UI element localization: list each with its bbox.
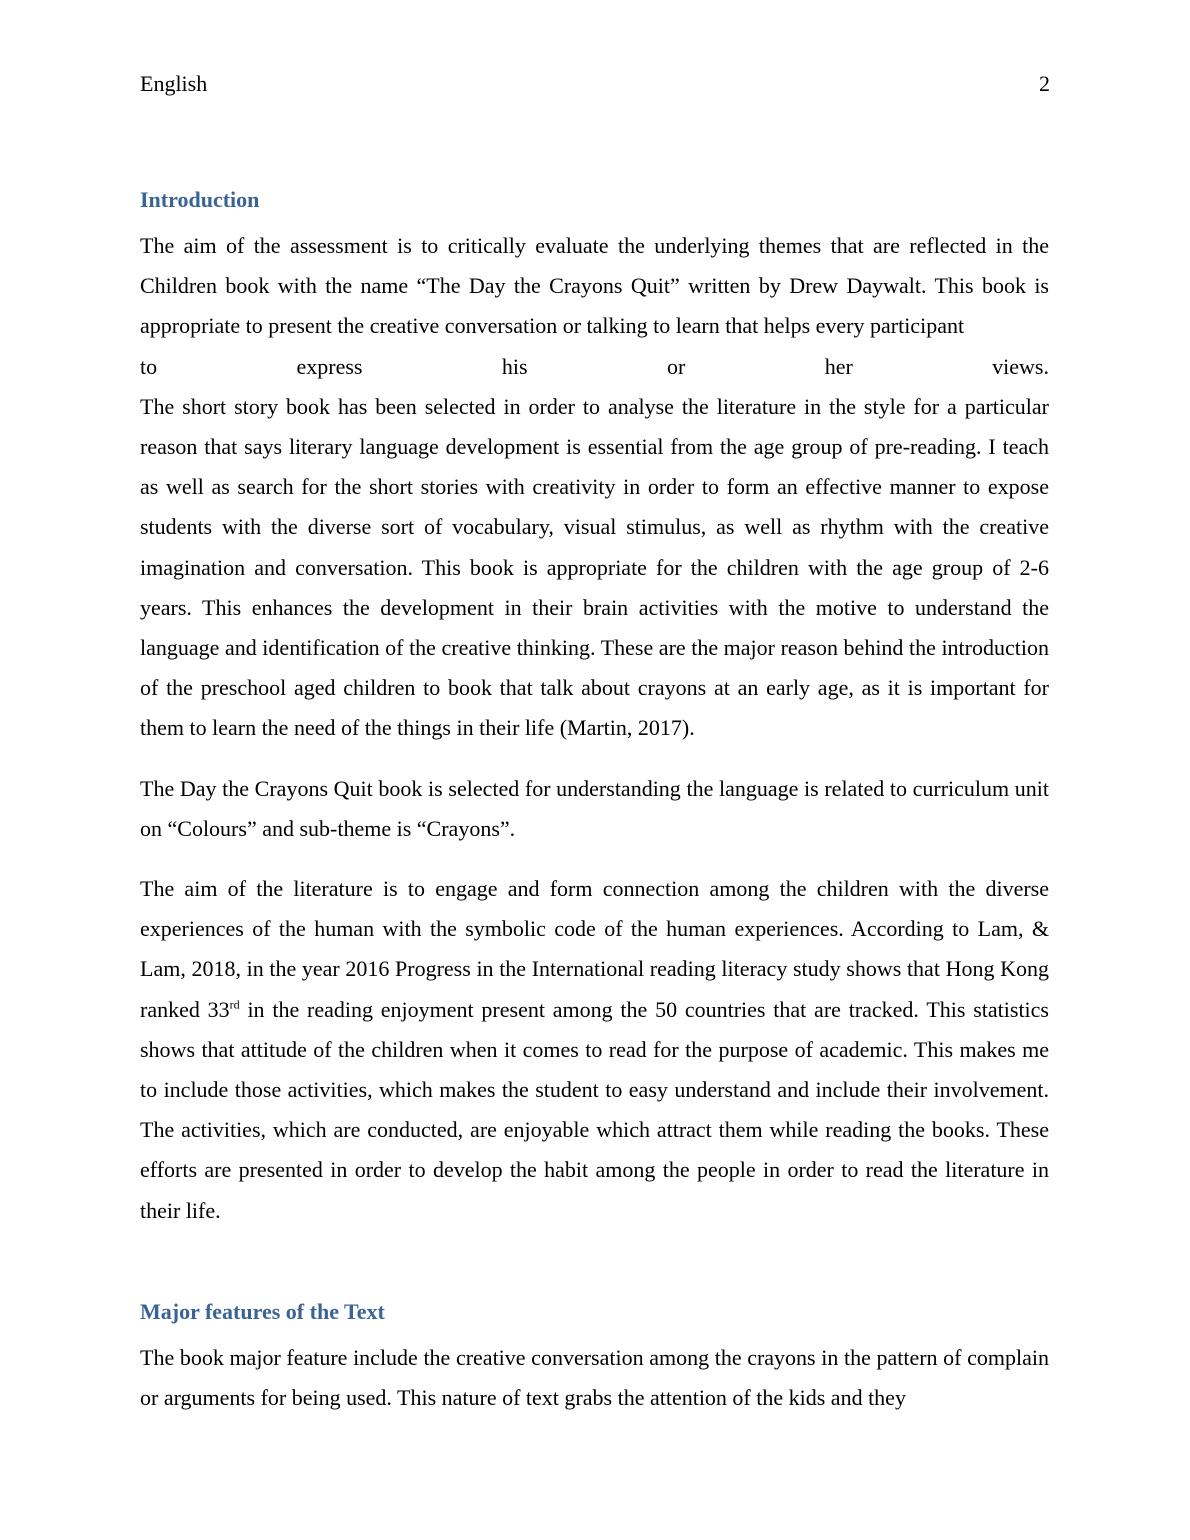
- word: her: [824, 353, 853, 379]
- page-number: 2: [1039, 71, 1050, 96]
- para-text: The aim of the literature is to engage and form connection among the children with the diverse experiences of the human with the symbolic code of the human experiences. According to Lam, & Lam, 2018, in the year 2016 Progress in the International reading literacy study shows that Hong Kong ranked 33: [140, 876, 1049, 1022]
- word: to: [140, 353, 158, 379]
- word: express: [296, 353, 363, 379]
- intro-paragraph-4: [140, 869, 1049, 1231]
- word: views.: [992, 353, 1049, 379]
- word: his: [501, 353, 528, 379]
- running-header-title: English: [140, 71, 208, 96]
- document-body: [140, 186, 1049, 1418]
- word: or: [666, 353, 686, 379]
- intro-paragraph-1-last-line: [140, 347, 1049, 387]
- section-heading-introduction: Introduction: [140, 187, 260, 212]
- intro-paragraph-1: The aim of the assessment is to critically evaluate the underlying themes that are reflected in the Children book with the name “The Day the Crayons Quit” written by Drew Daywalt. This book is appropriate to present the creative conversation or talking to learn that helps every participant: [140, 233, 1049, 339]
- para-text: in the reading enjoyment present among the 50 countries that are tracked. This statistics shows that attitude of the children when it comes to read for the purpose of academic. This makes me to include those activities, which makes the student to easy understand and include their involvement. The activities, which are conducted, are enjoyable which attract them while reading the books. These efforts are presented in order to develop the habit among the people in order to read the literature in their life.: [140, 996, 1049, 1223]
- intro-paragraph-3: The Day the Crayons Quit book is selected for understanding the language is related to curriculum unit on “Colours” and sub-theme is “Crayons”.: [140, 775, 1049, 841]
- section-heading-major-features: Major features of the Text: [140, 1298, 385, 1324]
- ordinal-suffix: rd: [229, 997, 240, 1012]
- features-paragraph-1: The book major feature include the creative conversation among the crayons in the pattern of complain or arguments for being used. This nature of text grabs the attention of the kids and they: [140, 1344, 1049, 1411]
- intro-paragraph-2: The short story book has been selected in order to analyse the literature in the style for a particular reason that says literary language development is essential from the age group of pre-reading. I teach as well as search for the short stories with creativity in order to form an effective manner to expose students with the diverse sort of vocabulary, visual stimulus, as well as rhythm with the creative imagination and conversation. This book is appropriate for the children with the age group of 2-6 years. This enhances the development in their brain activities with the motive to understand the language and identification of the creative thinking. These are the major reason behind the introduction of the preschool aged children to book that talk about crayons at an early age, as it is important for them to learn the need of the things in their life (Martin, 2017).: [140, 393, 1049, 741]
